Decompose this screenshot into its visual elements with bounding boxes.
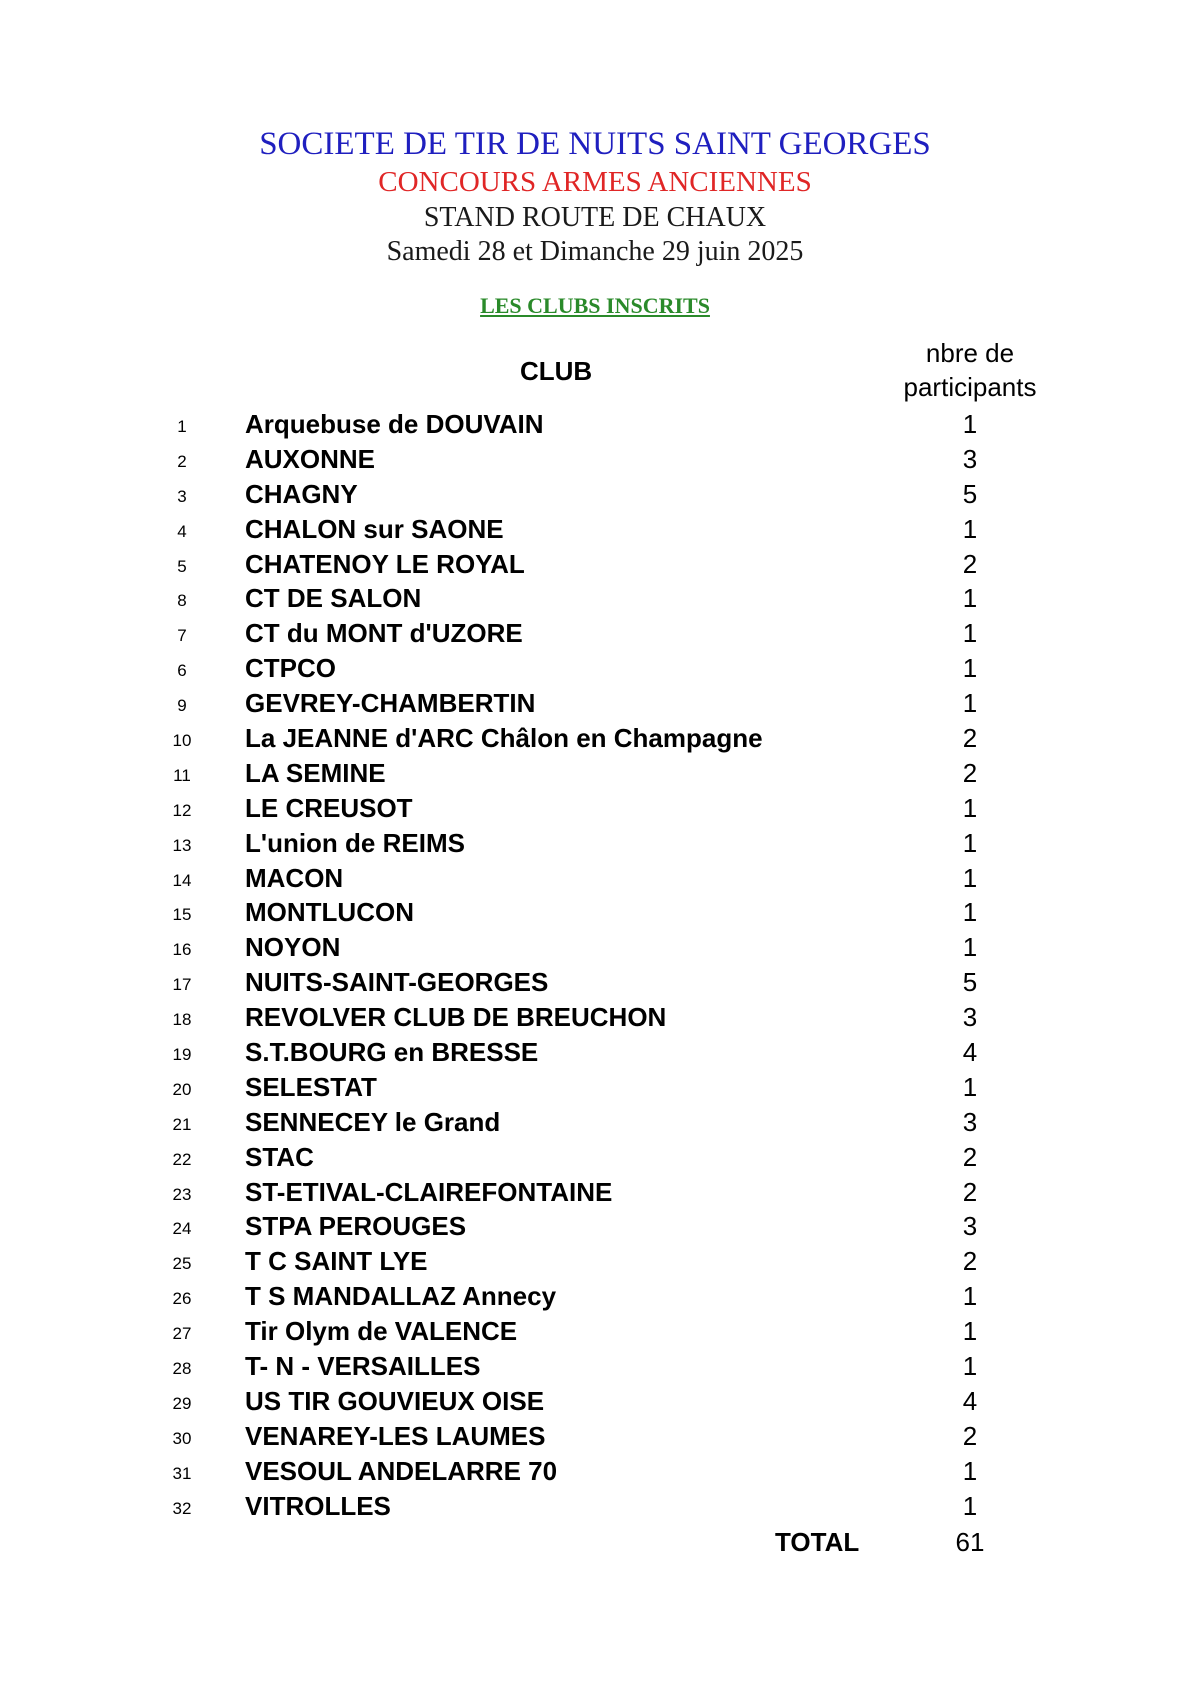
club-name: REVOLVER CLUB DE BREUCHON [245, 1002, 667, 1033]
participant-count: 1 [962, 653, 978, 684]
row-number: 25 [172, 1254, 192, 1274]
club-name: SENNECEY le Grand [245, 1106, 501, 1137]
table-row [0, 862, 1190, 897]
participant-count: 4 [962, 1037, 978, 1068]
participant-count: 4 [962, 1385, 978, 1416]
table-row [0, 548, 1190, 583]
club-name: MONTLUCON [245, 897, 414, 928]
row-number: 10 [172, 731, 192, 751]
row-number: 29 [172, 1393, 192, 1413]
participant-count: 1 [962, 827, 978, 858]
row-number: 28 [172, 1359, 192, 1379]
table-row [0, 1385, 1190, 1420]
club-name: MACON [245, 862, 344, 893]
table-row [0, 1420, 1190, 1455]
table-row [0, 582, 1190, 617]
club-name: T C SAINT LYE [245, 1246, 428, 1277]
contest-title: CONCOURS ARMES ANCIENNES [378, 166, 812, 198]
row-number: 12 [172, 800, 192, 820]
table-row [0, 896, 1190, 931]
row-number: 19 [172, 1045, 192, 1065]
participant-count: 1 [962, 1490, 978, 1521]
row-number: 14 [172, 870, 192, 890]
table-row [0, 1315, 1190, 1350]
club-name: Arquebuse de DOUVAIN [245, 409, 544, 439]
row-number: 22 [172, 1149, 192, 1169]
club-name: STAC [245, 1141, 314, 1172]
participant-count: 2 [962, 757, 978, 788]
participant-count: 3 [962, 1106, 978, 1137]
row-number: 11 [173, 765, 191, 785]
row-number: 21 [172, 1114, 192, 1134]
club-table [0, 408, 1190, 1525]
row-number: 30 [172, 1428, 192, 1448]
participant-count: 1 [962, 1316, 978, 1347]
row-number: 18 [172, 1010, 192, 1030]
participant-count: 1 [962, 513, 978, 544]
club-name: CHALON sur SAONE [245, 513, 504, 544]
society-title: SOCIETE DE TIR DE NUITS SAINT GEORGES [259, 126, 931, 162]
table-row [0, 1036, 1190, 1071]
row-number: 24 [172, 1219, 192, 1239]
club-name: T S MANDALLAZ Annecy [245, 1281, 557, 1312]
table-row [0, 443, 1190, 478]
section-title: LES CLUBS INSCRITS [480, 293, 710, 318]
club-name: ST-ETIVAL-CLAIREFONTAINE [245, 1176, 613, 1207]
participants-header-line1: nbre de [925, 338, 1015, 368]
participant-count: 1 [962, 618, 978, 649]
total-label: TOTAL [775, 1527, 860, 1557]
table-row [0, 1350, 1190, 1385]
table-row [0, 478, 1190, 513]
stand-location: STAND ROUTE DE CHAUX [423, 202, 767, 233]
participant-count: 1 [962, 409, 978, 439]
row-number: 26 [172, 1289, 192, 1309]
table-row [0, 1106, 1190, 1141]
club-name: NOYON [245, 932, 341, 963]
row-number: 6 [177, 661, 187, 681]
row-number: 27 [172, 1324, 192, 1344]
participant-count: 5 [962, 478, 978, 509]
table-row [0, 1141, 1190, 1176]
participant-count: 1 [962, 792, 978, 823]
table-row [0, 931, 1190, 966]
table-row [0, 966, 1190, 1001]
row-number: 3 [177, 486, 187, 506]
row-number: 20 [172, 1079, 192, 1099]
table-row [0, 1001, 1190, 1036]
club-name: LA SEMINE [245, 757, 386, 788]
row-number: 23 [172, 1184, 192, 1204]
participant-count: 3 [962, 1002, 978, 1033]
club-name: GEVREY-CHAMBERTIN [245, 688, 536, 719]
participant-count: 1 [962, 897, 978, 928]
participant-count: 1 [962, 1351, 978, 1382]
total-value: 61 [955, 1527, 985, 1557]
participant-count: 1 [962, 1455, 978, 1486]
table-row [0, 513, 1190, 548]
row-number: 31 [172, 1463, 192, 1483]
club-name: CHATENOY LE ROYAL [245, 548, 525, 579]
row-number: 7 [177, 626, 187, 646]
row-number: 13 [172, 835, 192, 855]
row-number: 4 [177, 521, 187, 541]
row-number: 2 [177, 451, 187, 471]
participant-count: 2 [962, 1246, 978, 1277]
club-name: L'union de REIMS [245, 827, 465, 858]
table-row [0, 1210, 1190, 1245]
event-date: Samedi 28 et Dimanche 29 juin 2025 [386, 236, 804, 267]
club-name: VITROLLES [245, 1490, 391, 1521]
table-row [0, 687, 1190, 722]
club-name: CT du MONT d'UZORE [245, 618, 523, 649]
club-name: Tir Olym de VALENCE [245, 1316, 518, 1347]
club-name: AUXONNE [245, 443, 376, 474]
club-name: SELESTAT [245, 1071, 377, 1102]
row-number: 8 [177, 591, 187, 611]
club-name: S.T.BOURG en BRESSE [245, 1037, 539, 1068]
club-name: T- N - VERSAILLES [245, 1351, 481, 1382]
club-name: VESOUL ANDELARRE 70 [245, 1455, 558, 1486]
participant-count: 1 [962, 1281, 978, 1312]
table-row [0, 1455, 1190, 1490]
table-row [0, 1280, 1190, 1315]
club-name: CHAGNY [245, 478, 358, 509]
row-number: 32 [172, 1498, 192, 1518]
club-column-header: CLUB [520, 356, 593, 386]
row-number: 1 [177, 417, 187, 436]
participant-count: 1 [962, 583, 978, 614]
participant-count: 2 [962, 723, 978, 754]
row-number: 9 [177, 696, 187, 716]
table-row [0, 1490, 1190, 1525]
participant-count: 3 [962, 443, 978, 474]
club-name: VENAREY-LES LAUMES [245, 1420, 546, 1451]
club-name: US TIR GOUVIEUX OISE [245, 1385, 545, 1416]
table-row [0, 617, 1190, 652]
table-row [0, 757, 1190, 792]
participant-count: 2 [962, 1176, 978, 1207]
participant-count: 3 [962, 1211, 978, 1242]
table-row [0, 1071, 1190, 1106]
table-row [0, 652, 1190, 687]
row-number: 15 [172, 905, 192, 925]
table-row [0, 1176, 1190, 1211]
row-number: 17 [172, 975, 192, 995]
participant-count: 1 [962, 688, 978, 719]
table-row [0, 722, 1190, 757]
table-row [0, 1245, 1190, 1280]
club-name: NUITS-SAINT-GEORGES [245, 967, 549, 998]
table-row [0, 827, 1190, 862]
club-name: CT DE SALON [245, 583, 422, 614]
club-name: STPA PEROUGES [245, 1211, 467, 1242]
club-name: LE CREUSOT [245, 792, 413, 823]
participant-count: 2 [962, 1420, 978, 1451]
participant-count: 2 [962, 1141, 978, 1172]
row-number: 5 [177, 556, 187, 576]
participant-count: 1 [962, 862, 978, 893]
participants-column-header [880, 336, 1060, 404]
participants-header-line2: participants [903, 372, 1037, 402]
club-name: La JEANNE d'ARC Châlon en Champagne [245, 723, 763, 754]
participant-count: 5 [962, 967, 978, 998]
row-number: 16 [172, 940, 192, 960]
participant-count: 2 [962, 548, 978, 579]
club-name: CTPCO [245, 653, 336, 684]
table-row [0, 792, 1190, 827]
participant-count: 1 [962, 932, 978, 963]
participant-count: 1 [962, 1071, 978, 1102]
table-row [0, 408, 1190, 443]
